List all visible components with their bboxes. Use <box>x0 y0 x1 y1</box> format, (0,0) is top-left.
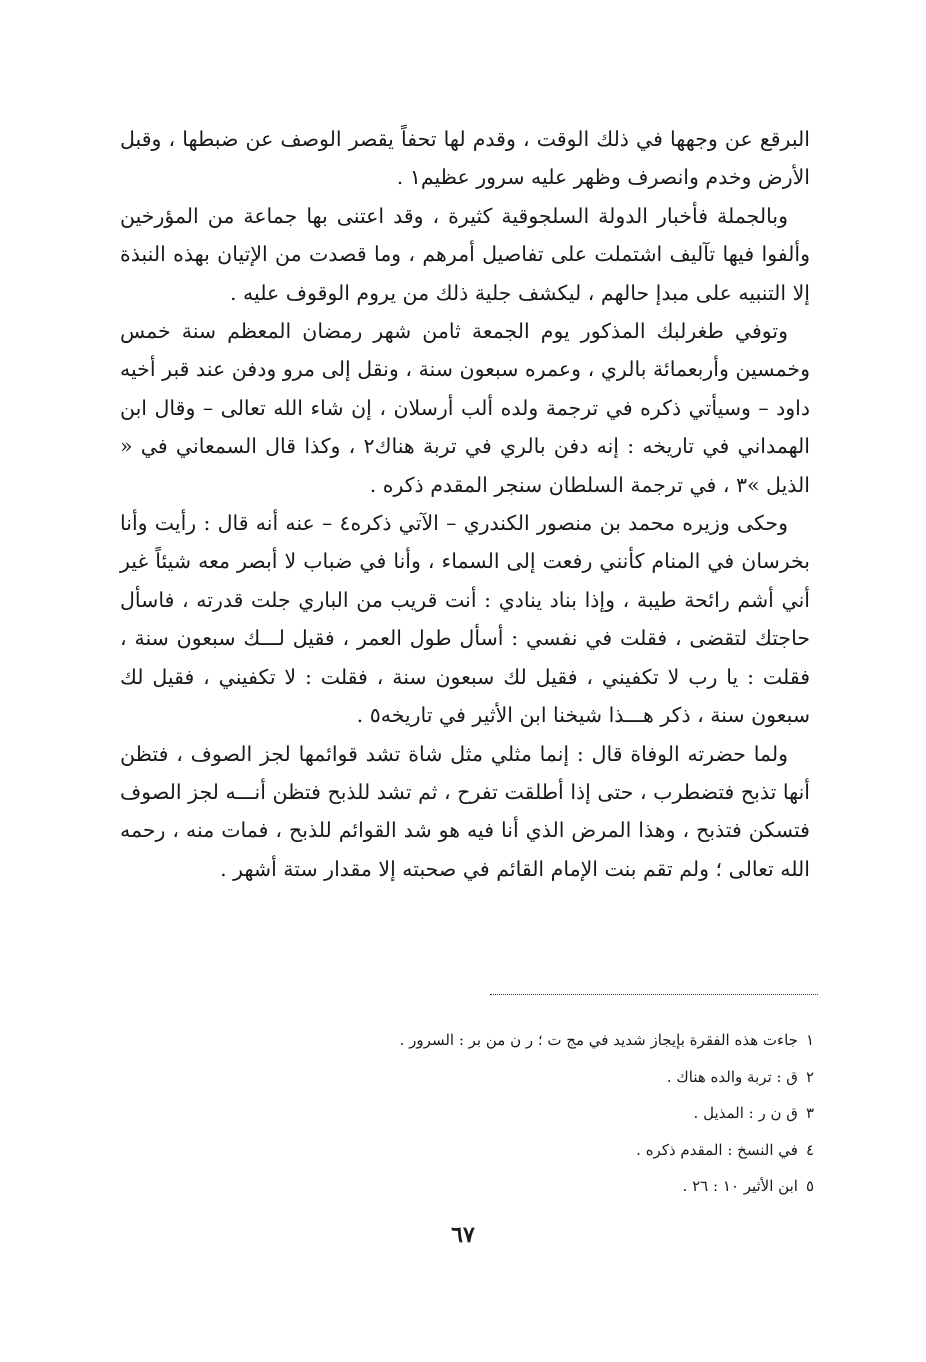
paragraph-2: وبالجملة فأخبار الدولة السلجوقية كثيرة ، وقد اعتنى بها جماعة من المؤرخين وألفوا فيها تآليف اشتملت على تفاصيل أمرهم ، وما قصدت من الإتيان بهذه النبذة إلا التنبيه على مبدإ حالهم ، ليكشف جلية ذلك من يروم الوقوف عليه . <box>120 203 810 305</box>
footnote-3 <box>254 1095 814 1132</box>
paragraph-5: ولما حضرته الوفاة قال : إنما مثلي مثل شاة تشد قوائمها لجز الصوف ، فتظن أنها تذبح فتضطرب ، حتى إذا أطلقت تفرح ، ثم تشد للذبح فتظن أنـــه لجز الصوف فتسكن فتذبح ، وهذا المرض الذي أنا فيه هو شد القوائم للذبح ، فمات منه ، رحمه الله تعالى ؛ ولم تقم بنت الإمام القائم في صحبته إلا مقدار ستة أشهر . <box>120 741 810 881</box>
footnote-number: ٤ <box>805 1140 814 1159</box>
footnotes-list <box>254 1022 814 1205</box>
paragraph-4: وحكى وزيره محمد بن منصور الكندري – الآتي ذكره٤ – عنه أنه قال : رأيت وأنا بخرسان في المنام كأنني رفعت إلى السماء ، وأنا في ضباب لا أبصر معه شيئاً غير أني أشم رائحة طيبة ، وإذا بناد ينادي : أنت قريب من الباري جلت قدرته ، فاسأل حاجتك لتقضى ، فقلت في نفسي : أسأل طول العمر ، فقيل لـــك سبعون سنة ، فقلت : يا رب لا تكفيني ، فقيل لك سبعون سنة ، فقلت : لا تكفيني ، فقيل لك سبعون سنة ، ذكر هـــذا شيخنا ابن الأثير في تاريخه٥ . <box>120 511 810 728</box>
footnote-number: ٢ <box>805 1067 814 1086</box>
footnote-text: ق ن ر : المذيل . <box>693 1104 798 1122</box>
footnote-text: جاءت هذه الفقرة بإيجاز شديد في مج ت ؛ ر ن من بر : السرور . <box>399 1031 798 1049</box>
footnote-5 <box>254 1168 814 1205</box>
main-text <box>120 120 810 888</box>
paragraph-3: وتوفي طغرلبك المذكور يوم الجمعة ثامن شهر رمضان المعظم سنة خمس وخمسين وأربعمائة بالري ، وعمره سبعون سنة ، ونقل إلى مرو ودفن عند قبر أخيه داود – وسيأتي ذكره في ترجمة ولده ألب أرسلان ، إن شاء الله تعالى – وقال ابن الهمداني في تاريخه : إنه دفن بالري في تربة هناك٢ ، وكذا قال السمعاني في « الذيل »٣ ، في ترجمة السلطان سنجر المقدم ذكره . <box>120 319 810 497</box>
footnote-2 <box>254 1059 814 1096</box>
footnote-text: ابن الأثير ١٠ : ٢٦ . <box>682 1177 798 1195</box>
footnote-4 <box>254 1132 814 1169</box>
footnote-text: ق : تربة والده هناك . <box>666 1067 798 1086</box>
footnote-text: في النسخ : المقدم ذكره . <box>636 1140 798 1159</box>
footnote-number: ٥ <box>805 1177 814 1195</box>
page-number: ٦٧ <box>451 1222 475 1248</box>
paragraph-1: البرقع عن وجهها في ذلك الوقت ، وقدم لها تحفاً يقصر الوصف عن ضبطها ، وقبل الأرض وخدم وانصرف وظهر عليه سرور عظيم١ . <box>120 127 810 190</box>
footnote-number: ٣ <box>805 1104 814 1122</box>
footnote-number: ١ <box>805 1031 814 1049</box>
footnote-1 <box>254 1022 814 1059</box>
footnote-divider <box>490 994 818 995</box>
